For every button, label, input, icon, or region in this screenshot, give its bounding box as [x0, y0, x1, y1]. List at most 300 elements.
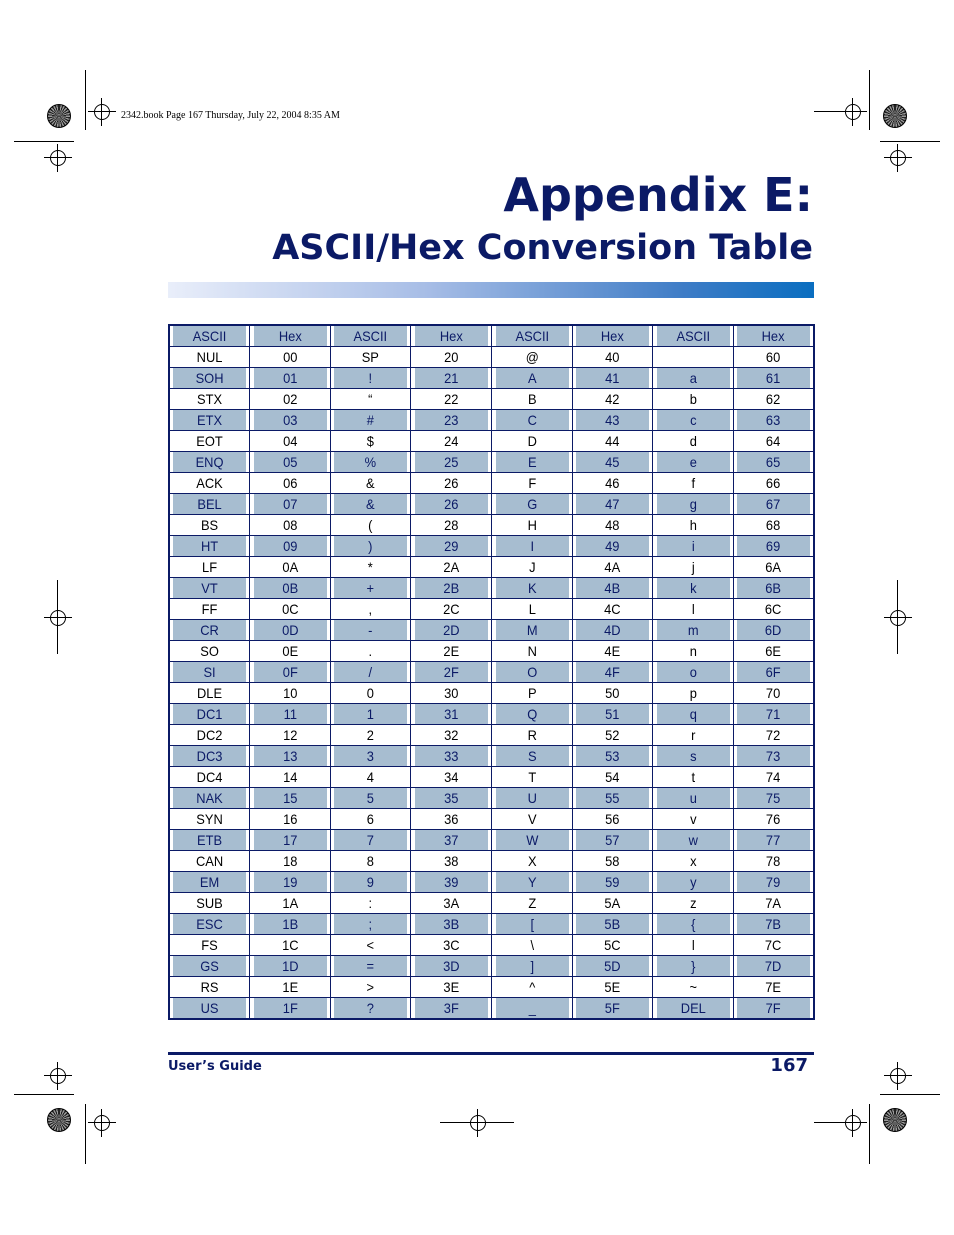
hex-cell: 02	[253, 389, 327, 410]
ascii-cell: &	[333, 494, 407, 515]
ascii-cell: =	[333, 956, 407, 977]
hex-cell: 18	[253, 851, 327, 872]
hex-cell: 03	[253, 410, 327, 431]
ascii-cell	[656, 347, 730, 368]
ascii-cell: d	[656, 431, 730, 452]
hex-cell: 57	[575, 830, 649, 851]
hex-cell: 55	[575, 788, 649, 809]
ascii-cell: &	[333, 473, 407, 494]
table-row	[169, 809, 814, 830]
registration-disc-icon	[47, 1108, 71, 1132]
hex-cell: 0E	[253, 641, 327, 662]
hex-cell: 5D	[575, 956, 649, 977]
ascii-cell: h	[656, 515, 730, 536]
page-subtitle: ASCII/Hex Conversion Table	[272, 228, 813, 268]
ascii-cell: CR	[172, 620, 246, 641]
hex-cell: 69	[737, 536, 811, 557]
hex-cell: 51	[575, 704, 649, 725]
ascii-cell: a	[656, 368, 730, 389]
title-gradient-bar	[168, 282, 814, 298]
hex-cell: 15	[253, 788, 327, 809]
ascii-cell: ;	[333, 914, 407, 935]
hex-cell: 4F	[575, 662, 649, 683]
hex-cell: 47	[575, 494, 649, 515]
registration-mark-icon	[470, 1115, 486, 1131]
crop-mark	[14, 1094, 74, 1095]
hex-cell: 7C	[737, 935, 811, 956]
ascii-cell: “	[333, 389, 407, 410]
hex-cell: 64	[737, 431, 811, 452]
hex-cell: 43	[575, 410, 649, 431]
ascii-cell: FS	[172, 935, 246, 956]
ascii-cell: DC3	[172, 746, 246, 767]
ascii-cell: -	[333, 620, 407, 641]
hex-cell: 44	[575, 431, 649, 452]
ascii-cell: (	[333, 515, 407, 536]
hex-cell: 5A	[575, 893, 649, 914]
hex-cell: 50	[575, 683, 649, 704]
ascii-cell: %	[333, 452, 407, 473]
ascii-cell: s	[656, 746, 730, 767]
ascii-cell: }	[656, 956, 730, 977]
table-row	[169, 494, 814, 515]
hex-cell: 33	[414, 746, 488, 767]
ascii-cell: GS	[172, 956, 246, 977]
hex-cell: 75	[737, 788, 811, 809]
table-row	[169, 620, 814, 641]
hex-cell: 66	[737, 473, 811, 494]
hex-cell: 38	[414, 851, 488, 872]
registration-mark-icon	[50, 1068, 66, 1084]
hex-cell: 53	[575, 746, 649, 767]
ascii-cell: ?	[333, 998, 407, 1020]
table-row	[169, 347, 814, 368]
ascii-cell: CAN	[172, 851, 246, 872]
crop-mark	[814, 1122, 854, 1123]
ascii-cell: )	[333, 536, 407, 557]
page-title: Appendix E:	[503, 168, 813, 222]
table-row	[169, 683, 814, 704]
ascii-cell: Q	[495, 704, 569, 725]
table-row	[169, 599, 814, 620]
ascii-cell: HT	[172, 536, 246, 557]
hex-cell: 01	[253, 368, 327, 389]
hex-cell: 5E	[575, 977, 649, 998]
registration-mark-icon	[845, 1115, 861, 1131]
hex-cell: 30	[414, 683, 488, 704]
ascii-cell: ETX	[172, 410, 246, 431]
hex-cell: 7D	[737, 956, 811, 977]
hex-cell: 5B	[575, 914, 649, 935]
table-row	[169, 788, 814, 809]
column-header: ASCII	[495, 325, 569, 347]
column-header: ASCII	[333, 325, 407, 347]
ascii-cell: >	[333, 977, 407, 998]
ascii-cell: $	[333, 431, 407, 452]
ascii-cell: v	[656, 809, 730, 830]
table-row	[169, 725, 814, 746]
hex-cell: 0F	[253, 662, 327, 683]
hex-cell: 6B	[737, 578, 811, 599]
ascii-cell: ACK	[172, 473, 246, 494]
hex-cell: 09	[253, 536, 327, 557]
ascii-cell: B	[495, 389, 569, 410]
hex-cell: 67	[737, 494, 811, 515]
hex-cell: 2B	[414, 578, 488, 599]
registration-mark-icon	[94, 104, 110, 120]
ascii-cell: ESC	[172, 914, 246, 935]
ascii-cell: t	[656, 767, 730, 788]
ascii-cell: z	[656, 893, 730, 914]
hex-cell: 32	[414, 725, 488, 746]
ascii-cell: US	[172, 998, 246, 1020]
hex-cell: 49	[575, 536, 649, 557]
hex-cell: 0C	[253, 599, 327, 620]
ascii-cell: DC4	[172, 767, 246, 788]
table-row	[169, 977, 814, 998]
ascii-cell: o	[656, 662, 730, 683]
hex-cell: 24	[414, 431, 488, 452]
ascii-cell: 6	[333, 809, 407, 830]
hex-cell: 10	[253, 683, 327, 704]
ascii-cell: .	[333, 641, 407, 662]
ascii-cell: c	[656, 410, 730, 431]
ascii-cell: 9	[333, 872, 407, 893]
hex-cell: 4B	[575, 578, 649, 599]
hex-cell: 1E	[253, 977, 327, 998]
hex-cell: 21	[414, 368, 488, 389]
table-row	[169, 851, 814, 872]
hex-cell: 2C	[414, 599, 488, 620]
ascii-cell: LF	[172, 557, 246, 578]
ascii-cell: g	[656, 494, 730, 515]
hex-cell: 0D	[253, 620, 327, 641]
hex-cell: 77	[737, 830, 811, 851]
footer-guide-label: User’s Guide	[168, 1059, 262, 1074]
ascii-cell: SI	[172, 662, 246, 683]
ascii-cell: q	[656, 704, 730, 725]
hex-cell: 52	[575, 725, 649, 746]
crop-mark	[869, 70, 870, 130]
table-row	[169, 767, 814, 788]
ascii-cell: 0	[333, 683, 407, 704]
ascii-cell: SO	[172, 641, 246, 662]
hex-cell: 34	[414, 767, 488, 788]
hex-cell: 20	[414, 347, 488, 368]
registration-mark-icon	[50, 610, 66, 626]
column-header: Hex	[737, 325, 811, 347]
ascii-cell: l	[656, 935, 730, 956]
hex-cell: 41	[575, 368, 649, 389]
table-row	[169, 956, 814, 977]
hex-cell: 4E	[575, 641, 649, 662]
hex-cell: 54	[575, 767, 649, 788]
hex-cell: 22	[414, 389, 488, 410]
hex-cell: 3B	[414, 914, 488, 935]
ascii-cell: BEL	[172, 494, 246, 515]
hex-cell: 6F	[737, 662, 811, 683]
hex-cell: 7A	[737, 893, 811, 914]
ascii-cell: #	[333, 410, 407, 431]
hex-cell: 61	[737, 368, 811, 389]
ascii-cell: D	[495, 431, 569, 452]
hex-cell: 2D	[414, 620, 488, 641]
hex-cell: 17	[253, 830, 327, 851]
hex-cell: 13	[253, 746, 327, 767]
hex-cell: 25	[414, 452, 488, 473]
ascii-cell: ,	[333, 599, 407, 620]
ascii-cell: DC2	[172, 725, 246, 746]
hex-cell: 68	[737, 515, 811, 536]
crop-mark	[869, 1104, 870, 1164]
ascii-cell: *	[333, 557, 407, 578]
ascii-cell: SOH	[172, 368, 246, 389]
table-row	[169, 662, 814, 683]
crop-mark	[14, 141, 74, 142]
ascii-cell: k	[656, 578, 730, 599]
hex-cell: 4D	[575, 620, 649, 641]
table-row	[169, 830, 814, 851]
ascii-cell: W	[495, 830, 569, 851]
hex-cell: 70	[737, 683, 811, 704]
ascii-cell: G	[495, 494, 569, 515]
hex-cell: 36	[414, 809, 488, 830]
hex-cell: 04	[253, 431, 327, 452]
hex-cell: 71	[737, 704, 811, 725]
footer-rule	[168, 1052, 814, 1055]
ascii-cell: 5	[333, 788, 407, 809]
ascii-cell: ~	[656, 977, 730, 998]
column-header: Hex	[575, 325, 649, 347]
ascii-cell: +	[333, 578, 407, 599]
ascii-cell: I	[495, 536, 569, 557]
hex-cell: 59	[575, 872, 649, 893]
table-row	[169, 431, 814, 452]
crop-mark	[85, 70, 86, 130]
hex-cell: 46	[575, 473, 649, 494]
ascii-cell: T	[495, 767, 569, 788]
table-row	[169, 473, 814, 494]
crop-mark	[85, 1104, 86, 1164]
ascii-cell: SYN	[172, 809, 246, 830]
crop-mark	[880, 141, 940, 142]
hex-cell: 3A	[414, 893, 488, 914]
table-row	[169, 452, 814, 473]
ascii-cell: VT	[172, 578, 246, 599]
hex-cell: 07	[253, 494, 327, 515]
hex-cell: 37	[414, 830, 488, 851]
ascii-cell: <	[333, 935, 407, 956]
registration-mark-icon	[50, 150, 66, 166]
ascii-cell: ETB	[172, 830, 246, 851]
hex-cell: 00	[253, 347, 327, 368]
hex-cell: 56	[575, 809, 649, 830]
table-row	[169, 536, 814, 557]
hex-cell: 11	[253, 704, 327, 725]
hex-cell: 19	[253, 872, 327, 893]
table-row	[169, 389, 814, 410]
table-row	[169, 578, 814, 599]
hex-cell: 58	[575, 851, 649, 872]
hex-cell: 35	[414, 788, 488, 809]
crop-mark	[440, 1122, 514, 1123]
ascii-cell: :	[333, 893, 407, 914]
hex-cell: 48	[575, 515, 649, 536]
crop-mark	[814, 111, 854, 112]
column-header: ASCII	[172, 325, 246, 347]
ascii-cell: SP	[333, 347, 407, 368]
ascii-cell: O	[495, 662, 569, 683]
hex-cell: 40	[575, 347, 649, 368]
ascii-cell: K	[495, 578, 569, 599]
ascii-cell: m	[656, 620, 730, 641]
hex-cell: 2E	[414, 641, 488, 662]
hex-cell: 1F	[253, 998, 327, 1020]
ascii-cell: x	[656, 851, 730, 872]
ascii-cell: X	[495, 851, 569, 872]
hex-cell: 28	[414, 515, 488, 536]
registration-disc-icon	[883, 104, 907, 128]
ascii-cell: DLE	[172, 683, 246, 704]
table-row	[169, 914, 814, 935]
hex-cell: 2A	[414, 557, 488, 578]
hex-cell: 7F	[737, 998, 811, 1020]
registration-mark-icon	[845, 104, 861, 120]
ascii-cell: F	[495, 473, 569, 494]
hex-cell: 12	[253, 725, 327, 746]
print-header: 2342.book Page 167 Thursday, July 22, 2004 8:35 AM	[121, 110, 340, 121]
table-header-row	[169, 325, 814, 347]
registration-mark-icon	[890, 1068, 906, 1084]
ascii-cell: NUL	[172, 347, 246, 368]
ascii-cell: n	[656, 641, 730, 662]
hex-cell: 1A	[253, 893, 327, 914]
hex-cell: 78	[737, 851, 811, 872]
ascii-cell: _	[495, 998, 569, 1020]
ascii-cell: H	[495, 515, 569, 536]
hex-cell: 06	[253, 473, 327, 494]
ascii-cell: C	[495, 410, 569, 431]
column-header: Hex	[414, 325, 488, 347]
registration-disc-icon	[47, 104, 71, 128]
ascii-cell: b	[656, 389, 730, 410]
ascii-cell: EOT	[172, 431, 246, 452]
ascii-cell: /	[333, 662, 407, 683]
ascii-cell: V	[495, 809, 569, 830]
ascii-cell: L	[495, 599, 569, 620]
hex-cell: 72	[737, 725, 811, 746]
ascii-cell: 2	[333, 725, 407, 746]
hex-cell: 23	[414, 410, 488, 431]
registration-mark-icon	[94, 1115, 110, 1131]
hex-cell: 3D	[414, 956, 488, 977]
ascii-cell: ]	[495, 956, 569, 977]
hex-cell: 7E	[737, 977, 811, 998]
page-number: 167	[770, 1055, 808, 1076]
hex-cell: 26	[414, 473, 488, 494]
hex-cell: 63	[737, 410, 811, 431]
hex-cell: 5F	[575, 998, 649, 1020]
table-row	[169, 746, 814, 767]
table-row	[169, 515, 814, 536]
hex-cell: 31	[414, 704, 488, 725]
hex-cell: 29	[414, 536, 488, 557]
ascii-cell: S	[495, 746, 569, 767]
ascii-cell: ^	[495, 977, 569, 998]
crop-mark	[897, 580, 898, 654]
hex-cell: 3F	[414, 998, 488, 1020]
ascii-cell: R	[495, 725, 569, 746]
hex-cell: 3E	[414, 977, 488, 998]
ascii-cell: e	[656, 452, 730, 473]
ascii-cell: 8	[333, 851, 407, 872]
ascii-cell: SUB	[172, 893, 246, 914]
ascii-cell: FF	[172, 599, 246, 620]
hex-cell: 65	[737, 452, 811, 473]
hex-cell: 6E	[737, 641, 811, 662]
hex-cell: 45	[575, 452, 649, 473]
hex-cell: 08	[253, 515, 327, 536]
ascii-cell: M	[495, 620, 569, 641]
table-row	[169, 998, 814, 1020]
table-row	[169, 368, 814, 389]
hex-cell: 6D	[737, 620, 811, 641]
registration-mark-icon	[890, 610, 906, 626]
hex-cell: 05	[253, 452, 327, 473]
hex-cell: 26	[414, 494, 488, 515]
hex-cell: 79	[737, 872, 811, 893]
hex-cell: 0B	[253, 578, 327, 599]
ascii-cell: p	[656, 683, 730, 704]
ascii-cell: f	[656, 473, 730, 494]
ascii-cell: [	[495, 914, 569, 935]
hex-cell: 16	[253, 809, 327, 830]
hex-cell: 6A	[737, 557, 811, 578]
hex-cell: 60	[737, 347, 811, 368]
hex-cell: 6C	[737, 599, 811, 620]
hex-cell: 0A	[253, 557, 327, 578]
ascii-cell: y	[656, 872, 730, 893]
table-row	[169, 641, 814, 662]
ascii-cell: P	[495, 683, 569, 704]
ascii-cell: @	[495, 347, 569, 368]
ascii-cell: RS	[172, 977, 246, 998]
ascii-cell: DC1	[172, 704, 246, 725]
hex-cell: 76	[737, 809, 811, 830]
ascii-cell: STX	[172, 389, 246, 410]
ascii-cell: EM	[172, 872, 246, 893]
ascii-cell: ENQ	[172, 452, 246, 473]
table-row	[169, 893, 814, 914]
ascii-cell: E	[495, 452, 569, 473]
hex-cell: 73	[737, 746, 811, 767]
table-row	[169, 935, 814, 956]
crop-mark	[57, 580, 58, 654]
hex-cell: 4C	[575, 599, 649, 620]
ascii-cell: J	[495, 557, 569, 578]
hex-cell: 14	[253, 767, 327, 788]
ascii-cell: 4	[333, 767, 407, 788]
ascii-cell: Z	[495, 893, 569, 914]
ascii-cell: {	[656, 914, 730, 935]
ascii-cell: i	[656, 536, 730, 557]
hex-cell: 4A	[575, 557, 649, 578]
hex-cell: 2F	[414, 662, 488, 683]
table-row	[169, 410, 814, 431]
table-row	[169, 557, 814, 578]
ascii-cell: DEL	[656, 998, 730, 1020]
ascii-cell: l	[656, 599, 730, 620]
